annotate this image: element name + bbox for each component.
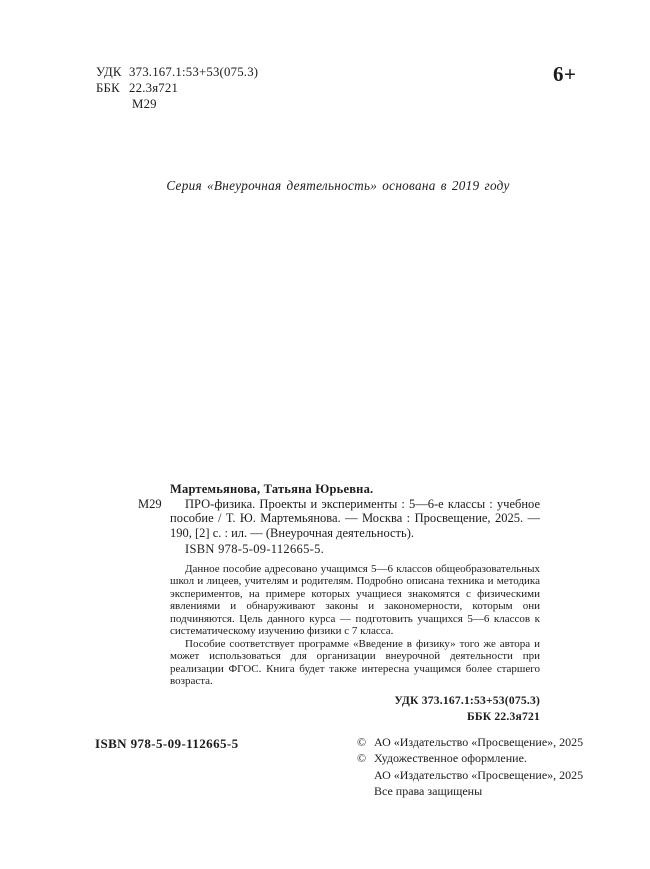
annotation-paragraph-1: Данное пособие адресовано учащимся 5—6 классов общеобразовательных школ и лицеев, учителям и родителям. Подробно описана техника и методика экспериментов, на примере которых учащиеся знакомятся с физическими явлениями и обнаруживают законы и закономерности, которым они подчиняются. Цель данного курса — подготовить учащихся 5—6 классов к систематическому изучению физики с 7 класса. xyxy=(170,562,540,638)
classification-header xyxy=(96,64,258,113)
age-rating-badge: 6+ xyxy=(553,62,577,86)
author-sign-catalog: М29 xyxy=(138,496,162,511)
catalog-description: ПРО-физика. Проекты и эксперименты : 5—6-е классы : учебное пособие / Т. Ю. Мартемьянова. — Москва : Просвещение, 2025. — 190, [2] с. : ил. — (Внеурочная деятельность). xyxy=(170,496,540,540)
catalog-entry xyxy=(138,482,540,725)
catalog-description-wrap xyxy=(138,497,540,541)
series-note: Серия «Внеурочная деятельность» основана в 2019 году xyxy=(166,178,510,193)
bbk-row xyxy=(96,80,258,96)
copyright-design-line-2: АО «Издательство «Просвещение», 2025 xyxy=(374,767,584,782)
udk-value: 373.167.1:53+53(075.3) xyxy=(129,65,259,79)
copyright-symbol: © xyxy=(357,735,367,749)
copyright-row-publisher xyxy=(357,734,583,750)
copyright-block xyxy=(357,734,583,800)
copyright-design-line-1: Художественное оформление. xyxy=(374,751,527,766)
copyright-publisher-text: АО «Издательство «Просвещение», 2025 xyxy=(374,735,584,749)
copyright-design-lines xyxy=(374,750,583,799)
copyright-symbol: © xyxy=(357,751,367,766)
catalog-isbn: ISBN 978-5-09-112665-5. xyxy=(185,542,325,557)
annotation-paragraph-2: Пособие соответствует программе «Введение в физику» того же автора и может использоваться для организации внеурочной деятельности при реализации ФГОС. Книга будет также интересна учащимся более старшего возраста. xyxy=(170,637,540,688)
udk-label: УДК xyxy=(96,65,122,79)
classification-footer xyxy=(138,693,540,725)
udk-footer: УДК 373.167.1:53+53(075.3) xyxy=(394,693,540,707)
author-sign-header: М29 xyxy=(132,97,157,112)
bbk-label: ББК xyxy=(96,81,120,96)
bbk-footer: ББК 22.3я721 xyxy=(467,710,540,724)
footer-isbn: ISBN 978-5-09-112665-5 xyxy=(95,736,239,751)
copyright-publisher-lines xyxy=(374,734,583,750)
bbk-value: 22.3я721 xyxy=(129,81,179,96)
copyright-design-line-3: Все права защищены xyxy=(374,784,483,799)
udk-row xyxy=(96,64,258,80)
catalog-author: Мартемьянова, Татьяна Юрьевна. xyxy=(170,482,374,496)
copyright-row-design xyxy=(357,750,583,799)
